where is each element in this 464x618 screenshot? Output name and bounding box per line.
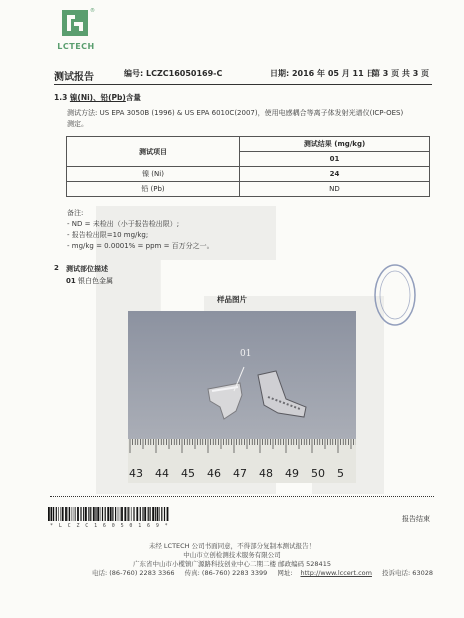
barcode-bar bbox=[128, 507, 129, 521]
ruler-number: 50 bbox=[311, 467, 325, 480]
table-cell-item: 镍 (Ni) bbox=[67, 167, 240, 182]
barcode-bar bbox=[118, 507, 119, 521]
barcode-bar bbox=[159, 507, 160, 521]
sample-photo-image bbox=[128, 311, 356, 483]
table-cell-result: 24 bbox=[240, 167, 430, 182]
section-heading-1-3 bbox=[54, 92, 141, 103]
sample-desc-text: 银白色金属 bbox=[77, 277, 113, 285]
barcode-bar bbox=[75, 507, 76, 521]
barcode-bar bbox=[115, 507, 116, 521]
barcode-bar bbox=[140, 507, 141, 521]
barcode-bar bbox=[95, 507, 96, 521]
report-header bbox=[54, 68, 430, 84]
sample-id-cell: 01 bbox=[240, 152, 430, 167]
notes-block bbox=[67, 208, 214, 252]
footer-complaint: 投诉电话: 63028 bbox=[382, 569, 433, 577]
footer-address: 广东省中山市小榄镇广源路科技创业中心二期二楼 邮政编码 528415 bbox=[133, 560, 331, 568]
ruler-number: 44 bbox=[155, 467, 169, 480]
barcode-icon bbox=[48, 507, 170, 521]
barcode-bar bbox=[102, 507, 103, 521]
barcode-bar bbox=[107, 507, 109, 521]
page-indicator: 第 3 页 共 3 页 bbox=[372, 69, 430, 78]
barcode-bar bbox=[112, 507, 113, 521]
sample-number: 01 bbox=[66, 277, 76, 285]
registered-mark: ® bbox=[90, 8, 95, 14]
barcode-bar bbox=[88, 507, 89, 521]
barcode-text: * L C Z C 1 6 0 5 0 1 6 9 * bbox=[50, 523, 170, 529]
barcode-bar bbox=[56, 507, 57, 521]
barcode-bar bbox=[68, 507, 69, 521]
barcode-bar bbox=[105, 507, 106, 521]
ruler-numbers bbox=[128, 467, 356, 483]
table-cell-result: ND bbox=[240, 182, 430, 197]
logo-text: LCTECH bbox=[57, 42, 95, 51]
report-number: 编号: LCZC16050169-C bbox=[124, 69, 223, 78]
barcode-bar bbox=[93, 507, 95, 521]
footer-company: 中山市立创检测技术服务有限公司 bbox=[183, 551, 281, 559]
report-date: 日期: 2016 年 05 月 11 日 bbox=[270, 69, 375, 78]
barcode-bar bbox=[136, 507, 138, 521]
barcode-bar bbox=[164, 507, 165, 521]
footer-contacts bbox=[92, 568, 441, 577]
barcode-bar bbox=[152, 507, 154, 521]
barcode-bar bbox=[161, 507, 162, 521]
sample-description bbox=[66, 276, 113, 286]
barcode-bar bbox=[74, 507, 75, 521]
footer-website-link[interactable]: http://www.lccert.com bbox=[300, 569, 372, 577]
ruler-number: 46 bbox=[207, 467, 221, 480]
photo-title: 样品图片 bbox=[217, 295, 247, 304]
barcode-bar bbox=[69, 507, 70, 521]
ruler-number: 49 bbox=[285, 467, 299, 480]
header-divider bbox=[54, 84, 432, 85]
footer-fax: 传真: (86-760) 2283 3399 bbox=[184, 569, 268, 577]
footer-phone: 电话: (86-760) 2283 3366 bbox=[92, 569, 175, 577]
method-line-1: 测试方法: US EPA 3050B (1996) & US EPA 6010C(2007)，使用电感耦合等离子体发射光谱仪(ICP-OES) bbox=[67, 109, 404, 117]
report-title: 测试报告 bbox=[54, 72, 94, 83]
section-title-rest: 含量 bbox=[125, 93, 141, 102]
barcode-bar bbox=[131, 507, 132, 521]
barcode-bar bbox=[72, 507, 73, 521]
barcode-bar bbox=[133, 507, 134, 521]
barcode-bar bbox=[62, 507, 64, 521]
barcode-bar bbox=[124, 507, 126, 521]
barcode-bar bbox=[51, 507, 53, 521]
photo-sample-label: 01 bbox=[240, 349, 252, 359]
report-end-label: 报告结束 bbox=[402, 515, 430, 523]
table-row bbox=[67, 182, 430, 197]
barcode-bar bbox=[121, 507, 123, 521]
barcode-bar bbox=[150, 507, 151, 521]
barcode-bar bbox=[80, 507, 81, 521]
table-row bbox=[67, 167, 430, 182]
ruler-number: 5 bbox=[337, 467, 344, 480]
note-item: - 报告检出限=10 mg/kg; bbox=[67, 231, 149, 239]
method-line-2: 测定。 bbox=[67, 120, 88, 128]
barcode-bar bbox=[157, 507, 159, 521]
results-table bbox=[66, 136, 430, 197]
barcode-bar bbox=[127, 507, 128, 521]
note-item: - ND = 未检出（小于报告检出限）; bbox=[67, 220, 180, 228]
col-header-result: 测试结果 (mg/kg) bbox=[240, 137, 430, 152]
barcode-bar bbox=[61, 507, 62, 521]
table-cell-item: 铅 (Pb) bbox=[67, 182, 240, 197]
ruler-number: 47 bbox=[233, 467, 247, 480]
table-header-row bbox=[67, 137, 430, 152]
barcode-bar bbox=[167, 507, 169, 521]
section-number: 2 bbox=[54, 264, 59, 272]
ruler-number: 45 bbox=[181, 467, 195, 480]
barcode-bar bbox=[77, 507, 79, 521]
barcode-bar bbox=[148, 507, 149, 521]
barcode-bar bbox=[53, 507, 54, 521]
barcode-bar bbox=[142, 507, 143, 521]
barcode-bar bbox=[100, 507, 101, 521]
sample-photo bbox=[128, 311, 356, 483]
barcode-bar bbox=[110, 507, 112, 521]
barcode-bar bbox=[90, 507, 91, 521]
notes-label: 备注: bbox=[67, 209, 84, 217]
barcode-bar bbox=[134, 507, 135, 521]
lctech-logo-icon bbox=[62, 10, 88, 36]
barcode-bar bbox=[120, 507, 121, 521]
footer-divider bbox=[50, 496, 434, 497]
section-title-underlined: 镍(Ni)、铅(Pb) bbox=[69, 93, 126, 102]
barcode-bar bbox=[65, 507, 67, 521]
footer-notice: 未经 LCTECH 公司书面同意，不得部分复制本测试报告！ bbox=[148, 542, 316, 550]
barcode-bar bbox=[155, 507, 156, 521]
barcode-bar bbox=[144, 507, 146, 521]
barcode-bar bbox=[85, 507, 87, 521]
footer-web-label: 网址: bbox=[277, 569, 293, 577]
barcode-bar bbox=[83, 507, 84, 521]
section-title: 测试部位描述 bbox=[66, 265, 108, 273]
ruler-number: 48 bbox=[259, 467, 273, 480]
note-item: - mg/kg = 0.0001% = ppm = 百万分之一。 bbox=[67, 242, 214, 250]
section-prefix: 1.3 bbox=[54, 93, 70, 102]
barcode-bar bbox=[58, 507, 59, 521]
ruler-number: 43 bbox=[129, 467, 143, 480]
col-header-item: 测试项目 bbox=[67, 137, 240, 167]
barcode-bar bbox=[97, 507, 99, 521]
barcode-bar bbox=[48, 507, 50, 521]
test-method bbox=[67, 108, 429, 130]
